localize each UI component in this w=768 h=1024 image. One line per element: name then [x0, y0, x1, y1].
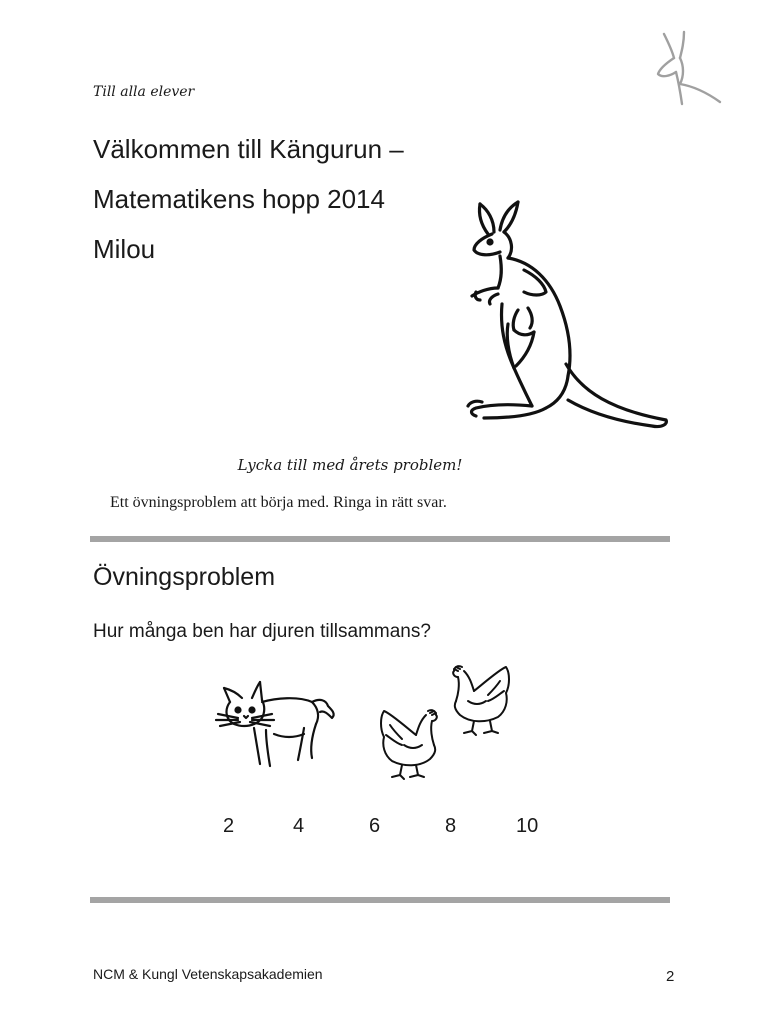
kangaroo-logo-icon [650, 28, 730, 108]
problem-heading: Övningsproblem [93, 563, 276, 591]
answer-option-10[interactable]: 10 [516, 815, 539, 837]
title-line-3: Milou [93, 234, 156, 264]
kangaroo-illustration [462, 196, 678, 432]
problem-question: Hur många ben har djuren tillsammans? [93, 621, 431, 642]
hen-illustration [446, 661, 514, 737]
title-line-1: Välkommen till Kängurun – [93, 134, 404, 164]
page-number: 2 [666, 968, 675, 985]
hen-illustration [376, 705, 444, 781]
divider-bottom [90, 897, 670, 903]
answer-option-8[interactable]: 8 [445, 815, 457, 837]
title-line-2: Matematikens hopp 2014 [93, 184, 385, 214]
cat-illustration [214, 680, 340, 770]
audience-label: Till alla elever [93, 84, 195, 100]
answer-option-4[interactable]: 4 [293, 815, 305, 837]
footer-publisher: NCM & Kungl Vetenskapsakademien [93, 966, 323, 982]
answer-option-2[interactable]: 2 [223, 815, 235, 837]
divider-top [90, 536, 670, 542]
good-luck-text: Lycka till med årets problem! [237, 456, 463, 474]
intro-text: Ett övningsproblem att börja med. Ringa in rätt svar. [110, 494, 447, 511]
answer-option-6[interactable]: 6 [369, 815, 381, 837]
